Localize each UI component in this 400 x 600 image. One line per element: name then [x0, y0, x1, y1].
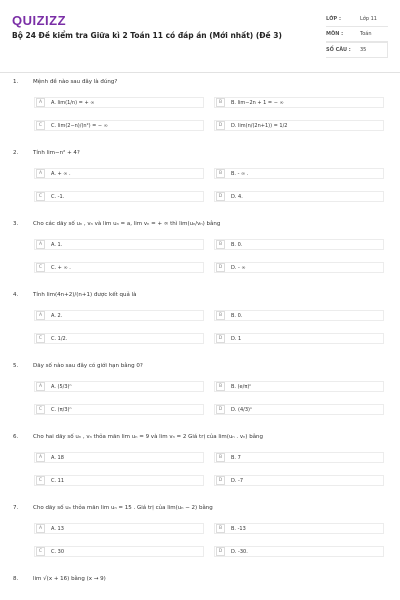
answer-option-c[interactable] [34, 120, 204, 131]
option-text: A. (5/3)ⁿ [51, 383, 72, 390]
option-text: A. 1. [51, 241, 63, 248]
option-text: C. 1/2. [51, 335, 68, 342]
question-header [0, 362, 400, 374]
option-letter-box: D [216, 121, 225, 130]
option-letter-box: C [36, 121, 45, 130]
answer-option-b[interactable] [214, 239, 384, 250]
question-block [0, 504, 400, 575]
option-text: D. -30. [231, 548, 248, 555]
question-number: 6. [13, 434, 19, 440]
question-number: 1. [13, 79, 19, 85]
option-text: B. 0. [231, 241, 243, 248]
answer-option-c[interactable] [34, 475, 204, 486]
question-number: 2. [13, 150, 19, 156]
option-letter-box: D [216, 263, 225, 272]
answer-option-d[interactable] [214, 404, 384, 415]
meta-row-class [326, 12, 388, 27]
meta-table [326, 12, 388, 58]
option-text: B. 0. [231, 312, 243, 319]
question-header [0, 291, 400, 303]
answer-option-c[interactable] [34, 333, 204, 344]
option-letter-box: C [36, 476, 45, 485]
option-letter-box: A [36, 524, 45, 533]
answer-option-d[interactable] [214, 262, 384, 273]
answer-option-b[interactable] [214, 381, 384, 392]
option-letter-box: B [216, 453, 225, 462]
answer-option-b[interactable] [214, 168, 384, 179]
option-text: D. lim(n/(2n+1)) = 1/2 [231, 122, 288, 129]
question-number: 7. [13, 505, 19, 511]
option-letter-box: A [36, 240, 45, 249]
answer-option-b[interactable] [214, 97, 384, 108]
question-text: Cho các dãy số uₙ , vₙ và lim uₙ = a, lim vₙ = + ∞ thì lim(uₙ/vₙ) bằng [33, 221, 221, 227]
option-letter-box: C [36, 192, 45, 201]
answer-option-b[interactable] [214, 310, 384, 321]
question-block [0, 291, 400, 362]
question-text: Tính lim−n² + 4? [33, 150, 80, 156]
question-header [0, 78, 400, 90]
question-block [0, 220, 400, 291]
answer-option-a[interactable] [34, 452, 204, 463]
answer-option-d[interactable] [214, 191, 384, 202]
question-text: Dãy số nào sau đây có giới hạn bằng 0? [33, 363, 143, 369]
meta-label: LỚP : [326, 16, 341, 22]
answer-option-c[interactable] [34, 546, 204, 557]
answer-option-c[interactable] [34, 262, 204, 273]
option-letter-box: D [216, 547, 225, 556]
answer-option-a[interactable] [34, 523, 204, 534]
meta-label: MÔN : [326, 31, 344, 37]
answer-option-a[interactable] [34, 239, 204, 250]
header-divider [0, 72, 400, 73]
answer-option-d[interactable] [214, 546, 384, 557]
option-text: D. - ∞ [231, 264, 246, 271]
option-letter-box: A [36, 169, 45, 178]
meta-value: 35 [360, 47, 367, 53]
option-text: B. -13 [231, 525, 246, 532]
question-block [0, 149, 400, 220]
option-letter-box: C [36, 263, 45, 272]
option-text: D. -7 [231, 477, 244, 484]
option-letter-box: B [216, 240, 225, 249]
option-text: B. - ∞ . [231, 170, 249, 177]
question-list [0, 78, 400, 600]
option-text: D. 4. [231, 193, 243, 200]
worksheet-header [0, 0, 400, 68]
option-text: D. (4/3)ⁿ [231, 406, 252, 413]
meta-label: SỐ CÂU : [326, 47, 351, 53]
option-text: B. 7 [231, 454, 241, 461]
question-text: Mệnh đề nào sau đây là đúng? [33, 79, 118, 85]
question-number: 8. [13, 576, 19, 582]
quizizz-logo: QUIZIZZ [12, 13, 67, 28]
option-letter-box: A [36, 311, 45, 320]
question-text: Tính lim(4n+2)/(n+1) được kết quả là [33, 292, 137, 298]
option-letter-box: C [36, 334, 45, 343]
option-text: B. (e/π)ⁿ [231, 383, 252, 390]
question-block [0, 433, 400, 504]
question-header [0, 149, 400, 161]
answer-option-d[interactable] [214, 333, 384, 344]
option-letter-box: A [36, 453, 45, 462]
document-title: Bộ 24 Đề kiểm tra Giữa kì 2 Toán 11 có đáp án (Mới nhất) (Đề 3) [12, 31, 282, 40]
question-number: 5. [13, 363, 19, 369]
question-header [0, 433, 400, 445]
option-letter-box: A [36, 98, 45, 107]
answer-option-d[interactable] [214, 475, 384, 486]
option-text: A. 2. [51, 312, 63, 319]
meta-row-subject [326, 27, 388, 42]
question-text: lim √(x + 16) bằng (x → 9) [33, 576, 106, 582]
question-number: 3. [13, 221, 19, 227]
option-text: C. -1. [51, 193, 65, 200]
option-letter-box: B [216, 169, 225, 178]
option-text: A. 13 [51, 525, 64, 532]
option-letter-box: A [36, 382, 45, 391]
meta-value: Toán [360, 31, 372, 37]
answer-option-a[interactable] [34, 168, 204, 179]
question-header [0, 575, 400, 587]
option-letter-box: D [216, 405, 225, 414]
option-text: C. (π/3)ⁿ [51, 406, 72, 413]
option-text: A. + ∞ . [51, 170, 71, 177]
answer-option-a[interactable] [34, 97, 204, 108]
option-letter-box: D [216, 192, 225, 201]
option-text: C. + ∞ . [51, 264, 71, 271]
answer-option-c[interactable] [34, 404, 204, 415]
answer-option-a[interactable] [34, 381, 204, 392]
option-letter-box: C [36, 547, 45, 556]
option-text: B. lim−2n + 1 = − ∞ [231, 99, 284, 106]
answer-option-b[interactable] [214, 452, 384, 463]
meta-value: Lớp 11 [360, 16, 377, 22]
option-letter-box: B [216, 382, 225, 391]
question-block [0, 78, 400, 149]
question-block [0, 362, 400, 433]
option-letter-box: D [216, 334, 225, 343]
question-header [0, 504, 400, 516]
answer-option-d[interactable] [214, 120, 384, 131]
option-letter-box: B [216, 311, 225, 320]
answer-option-b[interactable] [214, 523, 384, 534]
option-text: A. 18 [51, 454, 64, 461]
option-letter-box: C [36, 405, 45, 414]
question-text: Cho dãy số uₙ thỏa mãn lim uₙ = 15 . Giá trị của lim(uₙ − 2) bằng [33, 505, 213, 511]
option-letter-box: B [216, 98, 225, 107]
option-text: C. 30 [51, 548, 65, 555]
meta-row-count [326, 42, 388, 58]
answer-option-a[interactable] [34, 310, 204, 321]
question-block [0, 575, 400, 600]
option-text: A. lim(1/n) = + ∞ [51, 99, 95, 106]
question-text: Cho hai dãy số uₙ , vₙ thỏa mãn lim uₙ = 9 và lim vₙ = 2 Giá trị của lim(uₙ . vₙ) bằng [33, 434, 264, 440]
option-text: C. lim(2−n)/(n²) = − ∞ [51, 122, 108, 129]
option-text: C. 11 [51, 477, 65, 484]
option-letter-box: B [216, 524, 225, 533]
option-letter-box: D [216, 476, 225, 485]
question-number: 4. [13, 292, 19, 298]
answer-option-c[interactable] [34, 191, 204, 202]
question-header [0, 220, 400, 232]
option-text: D. 1 [231, 335, 242, 342]
